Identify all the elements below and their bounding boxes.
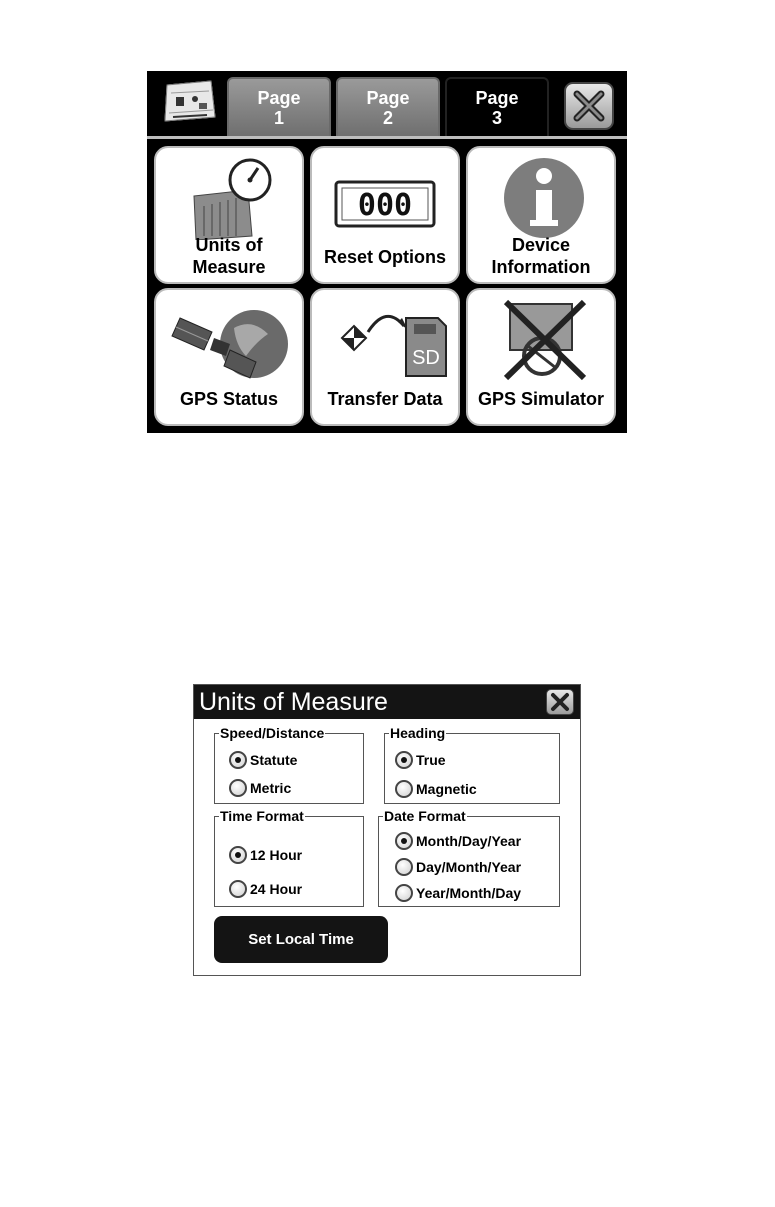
transfer-data-button[interactable]	[310, 288, 460, 426]
sd-card-icon	[312, 298, 458, 382]
tile-label: Transfer Data	[327, 389, 443, 409]
radio-indicator	[395, 832, 413, 850]
close-icon	[566, 84, 612, 128]
group-legend: Time Format	[220, 808, 304, 824]
time-format-group	[214, 809, 364, 907]
radio-indicator	[395, 780, 413, 798]
option-label: Year/Month/Day	[416, 885, 522, 901]
group-legend: Heading	[390, 725, 446, 741]
dialog-close-button[interactable]	[546, 689, 574, 715]
radio-indicator	[229, 880, 247, 898]
group-legend: Speed/Distance	[220, 725, 325, 741]
tab-label: Page	[366, 88, 410, 108]
tile-label: GPS Status	[179, 389, 279, 409]
group-legend: Date Format	[384, 808, 466, 824]
tile-label: Information	[491, 257, 591, 277]
day-month-year-radio[interactable]	[395, 856, 521, 878]
tab-divider	[147, 136, 627, 139]
tile-label: Device	[511, 235, 571, 255]
heading-group	[384, 726, 560, 804]
map-icon[interactable]	[161, 77, 217, 127]
tab-page-3[interactable]	[445, 77, 549, 137]
radio-indicator	[229, 846, 247, 864]
radio-indicator	[395, 884, 413, 902]
set-local-time-button[interactable]: Set Local Time	[214, 916, 388, 963]
speed-distance-group	[214, 726, 364, 804]
counter-digits: 000	[357, 188, 413, 223]
units-of-measure-button[interactable]	[154, 146, 304, 284]
tab-number: 1	[273, 108, 284, 128]
date-format-group	[378, 809, 560, 907]
magnetic-radio[interactable]	[395, 778, 477, 800]
statute-radio[interactable]	[229, 749, 297, 771]
year-month-day-radio[interactable]	[395, 882, 521, 904]
tab-number: 3	[491, 108, 502, 128]
metric-radio[interactable]	[229, 777, 291, 799]
tile-label: Measure	[192, 257, 266, 277]
option-label: 12 Hour	[250, 847, 303, 863]
tab-page-1[interactable]	[227, 77, 331, 137]
tab-label: Page	[475, 88, 519, 108]
option-label: 24 Hour	[250, 881, 303, 897]
tab-bar	[147, 71, 627, 137]
dialog-header	[194, 685, 580, 719]
option-label: Month/Day/Year	[416, 833, 522, 849]
radio-indicator	[395, 858, 413, 876]
sd-card-text: SD	[412, 347, 440, 369]
counter-icon	[312, 156, 458, 240]
option-label: True	[416, 752, 446, 768]
tile-label: Units of	[195, 235, 263, 255]
month-day-year-radio[interactable]	[395, 830, 521, 852]
info-icon	[468, 156, 614, 240]
device-information-button[interactable]	[466, 146, 616, 284]
close-button[interactable]	[564, 82, 614, 130]
tab-label: Page	[257, 88, 301, 108]
tab-number: 2	[382, 108, 393, 128]
speedometer-icon	[156, 156, 302, 240]
gps-simulator-button[interactable]	[466, 288, 616, 426]
option-label: Metric	[250, 780, 292, 796]
option-label: Statute	[250, 752, 298, 768]
reset-options-button[interactable]	[310, 146, 460, 284]
option-label: Magnetic	[416, 781, 477, 797]
tile-label: GPS Simulator	[477, 389, 605, 409]
tile-label: Reset Options	[323, 247, 447, 267]
gps-status-button[interactable]	[154, 288, 304, 426]
simulator-icon	[468, 298, 614, 382]
tab-page-2[interactable]	[336, 77, 440, 137]
option-label: Day/Month/Year	[416, 859, 522, 875]
12-hour-radio[interactable]	[229, 844, 302, 866]
true-radio[interactable]	[395, 749, 446, 771]
24-hour-radio[interactable]	[229, 878, 302, 900]
radio-indicator	[395, 751, 413, 769]
satellite-icon	[156, 298, 302, 382]
radio-indicator	[229, 779, 247, 797]
units-of-measure-dialog	[193, 684, 581, 976]
dialog-title: Units of Measure	[199, 688, 388, 716]
radio-indicator	[229, 751, 247, 769]
close-icon	[547, 690, 573, 714]
main-menu-screen	[147, 71, 627, 433]
